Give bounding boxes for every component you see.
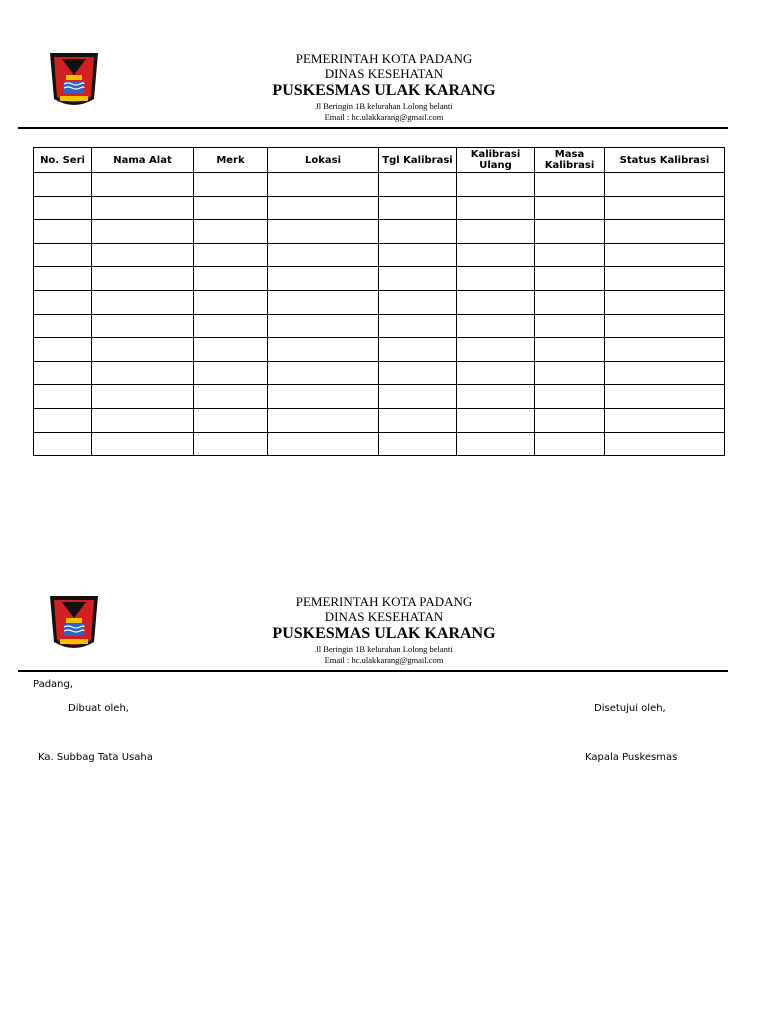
table-cell[interactable] <box>605 290 725 314</box>
header-no-seri: No. Seri <box>34 148 92 173</box>
table-cell[interactable] <box>535 432 605 456</box>
table-row <box>34 267 725 291</box>
letterhead-divider <box>18 127 728 129</box>
table-cell[interactable] <box>457 196 535 220</box>
table-cell[interactable] <box>379 314 457 338</box>
table-cell[interactable] <box>535 385 605 409</box>
table-cell[interactable] <box>268 173 379 197</box>
made-by-label: Dibuat oleh, <box>68 703 129 714</box>
table-cell[interactable] <box>194 408 268 432</box>
table-cell[interactable] <box>34 432 92 456</box>
table-cell[interactable] <box>34 314 92 338</box>
table-cell[interactable] <box>194 314 268 338</box>
table-cell[interactable] <box>457 220 535 244</box>
table-cell[interactable] <box>379 267 457 291</box>
address: Jl Beringin 1B kelurahan Lolong belanti <box>315 644 453 654</box>
table-cell[interactable] <box>92 173 194 197</box>
letterhead-bottom <box>0 588 768 678</box>
table-cell[interactable] <box>379 220 457 244</box>
table-row <box>34 290 725 314</box>
letterhead-text <box>200 51 568 123</box>
table-cell[interactable] <box>379 290 457 314</box>
padang-city-emblem-icon <box>48 594 100 654</box>
table-cell[interactable] <box>457 267 535 291</box>
table-body <box>34 173 725 456</box>
table-cell[interactable] <box>535 408 605 432</box>
table-cell[interactable] <box>605 314 725 338</box>
table-cell[interactable] <box>605 361 725 385</box>
government-name: PEMERINTAH KOTA PADANG <box>295 51 473 66</box>
table-cell[interactable] <box>194 338 268 362</box>
table-cell[interactable] <box>92 314 194 338</box>
table-cell[interactable] <box>457 173 535 197</box>
table-cell[interactable] <box>34 385 92 409</box>
table-cell[interactable] <box>535 338 605 362</box>
table-cell[interactable] <box>379 385 457 409</box>
table-cell[interactable] <box>34 196 92 220</box>
table-cell[interactable] <box>194 361 268 385</box>
table-cell[interactable] <box>194 173 268 197</box>
table-header-row <box>34 148 725 173</box>
place-date: Padang, <box>33 679 74 690</box>
table-cell[interactable] <box>535 267 605 291</box>
table-cell[interactable] <box>92 385 194 409</box>
table-cell[interactable] <box>457 338 535 362</box>
table-cell[interactable] <box>605 196 725 220</box>
approved-by-label: Disetujui oleh, <box>594 703 666 714</box>
table-row <box>34 432 725 456</box>
table-cell[interactable] <box>92 408 194 432</box>
table-cell[interactable] <box>379 361 457 385</box>
table-cell[interactable] <box>194 290 268 314</box>
table-cell[interactable] <box>457 243 535 267</box>
table-cell[interactable] <box>92 290 194 314</box>
institution-name: PUSKESMAS ULAK KARANG <box>272 82 496 99</box>
header-tgl-kalibrasi: Tgl Kalibrasi <box>379 148 457 173</box>
table-cell[interactable] <box>268 314 379 338</box>
table-cell[interactable] <box>268 243 379 267</box>
table-cell[interactable] <box>379 173 457 197</box>
table-cell[interactable] <box>92 432 194 456</box>
table-cell[interactable] <box>268 290 379 314</box>
table-cell[interactable] <box>34 243 92 267</box>
table-row <box>34 338 725 362</box>
table-row <box>34 220 725 244</box>
table-row <box>34 385 725 409</box>
table-row <box>34 314 725 338</box>
address: Jl Beringin 1B kelurahan Lolong belanti <box>315 101 453 111</box>
header-merk: Merk <box>194 148 268 173</box>
table-cell[interactable] <box>268 408 379 432</box>
table-cell[interactable] <box>605 243 725 267</box>
table-cell[interactable] <box>34 267 92 291</box>
department-name: DINAS KESEHATAN <box>324 609 444 624</box>
letterhead-text <box>200 594 568 666</box>
government-name: PEMERINTAH KOTA PADANG <box>295 594 473 609</box>
table-cell[interactable] <box>194 220 268 244</box>
table-cell[interactable] <box>535 361 605 385</box>
table-row <box>34 361 725 385</box>
email: Email : hc.ulakkarang@gmail.com <box>324 655 444 665</box>
table-cell[interactable] <box>34 173 92 197</box>
table-cell[interactable] <box>605 267 725 291</box>
table-cell[interactable] <box>92 220 194 244</box>
table-cell[interactable] <box>34 220 92 244</box>
table-cell[interactable] <box>535 314 605 338</box>
table-cell[interactable] <box>457 432 535 456</box>
approved-by-title: Kapala Puskesmas <box>585 752 678 763</box>
table-cell[interactable] <box>605 173 725 197</box>
made-by-title: Ka. Subbag Tata Usaha <box>38 752 153 763</box>
table-cell[interactable] <box>605 385 725 409</box>
table-cell[interactable] <box>605 432 725 456</box>
table-cell[interactable] <box>535 220 605 244</box>
header-nama-alat: Nama Alat <box>92 148 194 173</box>
department-name: DINAS KESEHATAN <box>324 66 444 81</box>
table-cell[interactable] <box>34 408 92 432</box>
letterhead-top <box>0 45 768 135</box>
table-cell[interactable] <box>92 243 194 267</box>
table-cell[interactable] <box>605 220 725 244</box>
table-cell[interactable] <box>34 361 92 385</box>
table-cell[interactable] <box>92 267 194 291</box>
calibration-table <box>33 147 725 456</box>
table-cell[interactable] <box>268 220 379 244</box>
table-cell[interactable] <box>92 338 194 362</box>
table-cell[interactable] <box>379 408 457 432</box>
table-cell[interactable] <box>34 290 92 314</box>
table-cell[interactable] <box>379 432 457 456</box>
table-row <box>34 196 725 220</box>
table-cell[interactable] <box>457 385 535 409</box>
table-cell[interactable] <box>268 196 379 220</box>
table-row <box>34 173 725 197</box>
table-cell[interactable] <box>268 338 379 362</box>
padang-city-emblem-icon <box>48 51 100 111</box>
table-cell[interactable] <box>457 290 535 314</box>
table-cell[interactable] <box>268 361 379 385</box>
table-cell[interactable] <box>194 267 268 291</box>
table-cell[interactable] <box>457 408 535 432</box>
letterhead-divider <box>18 670 728 672</box>
table-cell[interactable] <box>379 196 457 220</box>
institution-name: PUSKESMAS ULAK KARANG <box>272 625 496 642</box>
table-cell[interactable] <box>535 173 605 197</box>
table-cell[interactable] <box>194 432 268 456</box>
table-cell[interactable] <box>268 267 379 291</box>
table-cell[interactable] <box>457 361 535 385</box>
table-cell[interactable] <box>535 243 605 267</box>
email: Email : hc.ulakkarang@gmail.com <box>324 112 444 122</box>
table-cell[interactable] <box>605 338 725 362</box>
table-cell[interactable] <box>268 385 379 409</box>
table-row <box>34 243 725 267</box>
table-cell[interactable] <box>268 432 379 456</box>
table-row <box>34 408 725 432</box>
table-cell[interactable] <box>535 290 605 314</box>
table-cell[interactable] <box>379 338 457 362</box>
table-cell[interactable] <box>92 196 194 220</box>
table-cell[interactable] <box>194 243 268 267</box>
table-cell[interactable] <box>194 385 268 409</box>
header-kalibrasi-ulang: Kalibrasi Ulang <box>457 148 535 173</box>
table-cell[interactable] <box>194 196 268 220</box>
table-cell[interactable] <box>34 338 92 362</box>
table-cell[interactable] <box>605 408 725 432</box>
table-cell[interactable] <box>535 196 605 220</box>
header-status-kalibrasi: Status Kalibrasi <box>605 148 725 173</box>
table-cell[interactable] <box>92 361 194 385</box>
header-masa-kalibrasi: Masa Kalibrasi <box>535 148 605 173</box>
header-lokasi: Lokasi <box>268 148 379 173</box>
table-cell[interactable] <box>457 314 535 338</box>
table-cell[interactable] <box>379 243 457 267</box>
